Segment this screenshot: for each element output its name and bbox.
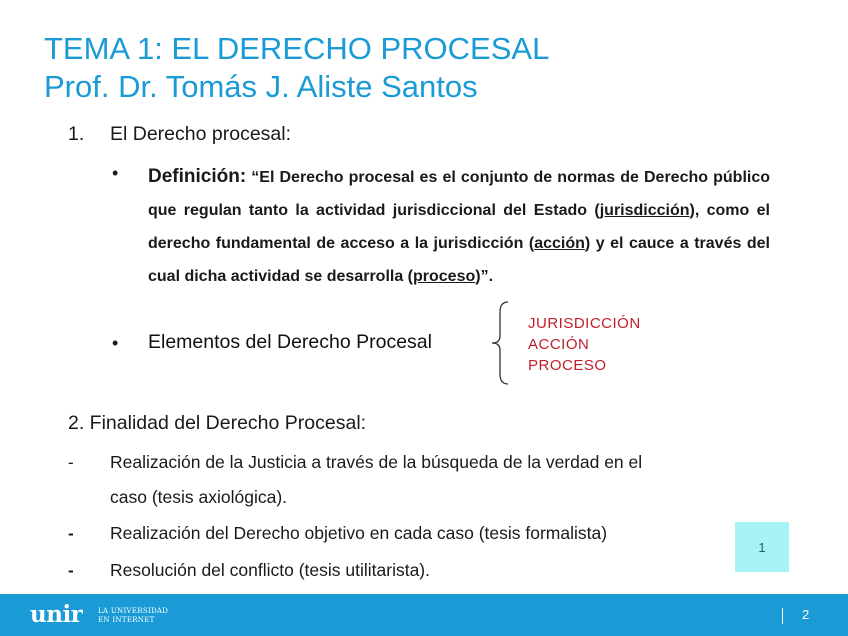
element-jurisdiccion: JURISDICCIÓN bbox=[528, 315, 641, 332]
definition-lead: Definición: bbox=[148, 166, 247, 187]
definition-part-3: ) y el cauce a través del cual dicha actividad se desarrolla ( bbox=[148, 235, 770, 285]
unir-logo: unir bbox=[30, 601, 83, 628]
slide-number-text: 1 bbox=[758, 539, 766, 555]
section2-heading: 2. Finalidad del Derecho Procesal: bbox=[68, 412, 367, 434]
element-accion: ACCIÓN bbox=[528, 336, 590, 353]
logo-subtitle-line-2: EN INTERNET bbox=[98, 616, 155, 624]
term-accion: acción bbox=[534, 235, 585, 252]
logo-subtitle-line-1: LA UNIVERSIDAD bbox=[98, 607, 169, 615]
definition-part-4: )”. bbox=[475, 268, 494, 285]
element-proceso: PROCESO bbox=[528, 357, 607, 374]
footer-separator bbox=[782, 608, 783, 624]
title-line-2: Prof. Dr. Tomás J. Aliste Santos bbox=[44, 69, 478, 104]
item-marker: - bbox=[68, 561, 74, 580]
term-jurisdiccion: jurisdicción bbox=[599, 202, 690, 219]
definition-part-1: “El Derecho procesal es el conjunto de normas de Derecho público que regulan tanto la actividad jurisdiccional del Estado ( bbox=[148, 169, 770, 219]
title-line-1: TEMA 1: EL DERECHO PROCESAL bbox=[44, 31, 550, 66]
page-number: 2 bbox=[802, 607, 810, 622]
item-marker: - bbox=[68, 453, 74, 472]
term-proceso: proceso bbox=[413, 268, 476, 285]
bullet-definition: • bbox=[112, 163, 119, 183]
definition-part-2: ), como el derecho fundamental de acceso a la jurisdicción ( bbox=[148, 202, 770, 252]
definition-paragraph bbox=[148, 160, 770, 293]
bullet-elements: • bbox=[112, 333, 119, 353]
slide-title bbox=[44, 30, 549, 106]
item-2-line-1: Realización del Derecho objetivo en cada caso (tesis formalista) bbox=[110, 523, 608, 543]
section1-number: 1. bbox=[68, 123, 85, 145]
elements-label: Elementos del Derecho Procesal bbox=[148, 331, 432, 353]
item-3-line-1: Resolución del conflicto (tesis utilitarista). bbox=[110, 560, 430, 580]
logo-subtitle bbox=[98, 607, 168, 625]
item-1-line-2: caso (tesis axiológica). bbox=[110, 487, 288, 507]
slide-number-box bbox=[735, 522, 789, 572]
curly-brace-icon bbox=[490, 300, 514, 386]
item-marker: - bbox=[68, 524, 74, 543]
item-1-line-1: Realización de la Justicia a través de la búsqueda de la verdad en el bbox=[110, 452, 643, 472]
section1-heading: El Derecho procesal: bbox=[110, 123, 292, 145]
